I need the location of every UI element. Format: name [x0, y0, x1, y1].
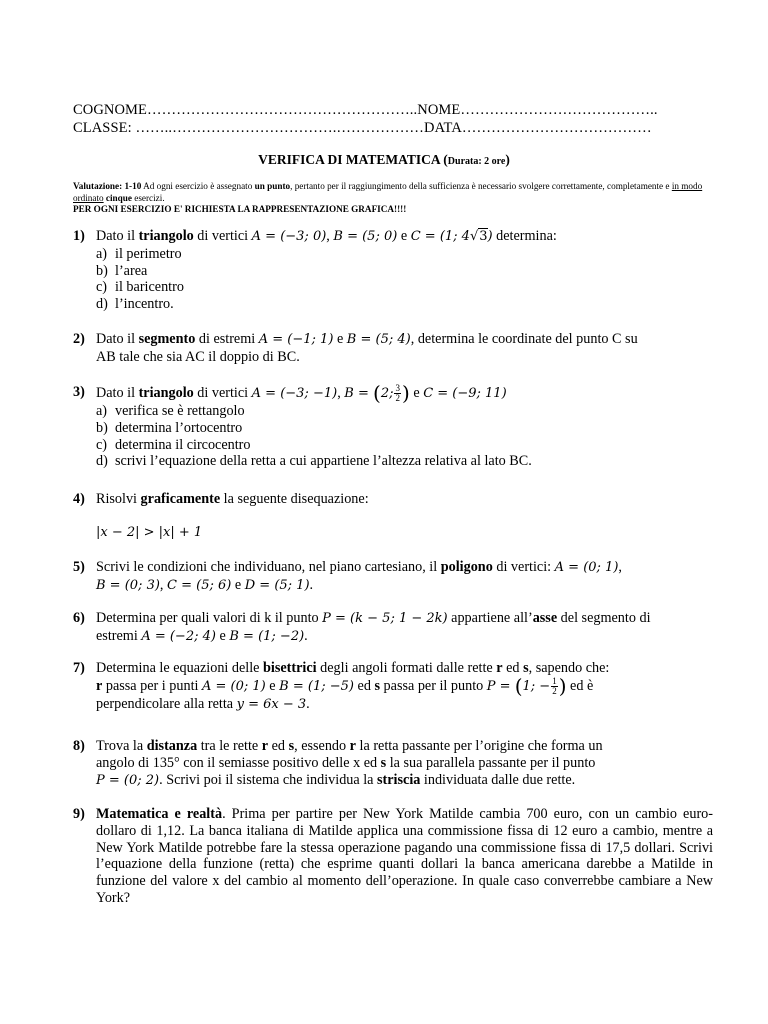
- exercise-4: 4) Risolvi graficamente la seguente disequazione: |x − 2| > |x| + 1: [73, 491, 369, 540]
- exercise-1-item: d) l’incentro.: [96, 296, 174, 313]
- exercise-2: 2) Dato il segmento di estremi A = (−1; 1) e B = (5; 4), determina le coordinate del punto C su AB tale che sia AC il doppio di BC.: [73, 331, 638, 365]
- exercise-7: 7) Determina le equazioni delle bisettrici degli angoli formati dalle rette r ed s, sapendo che: r passa per i punti A = (0; 1) e B = (1; −5) ed s passa per il punto P = (1; − $\frac{1}{2}$ ) ed è perpendicolare alla retta y = 6x − 3.: [73, 660, 610, 712]
- exercise-3: 3) Dato il triangolo di vertici A = (−3; −1), B = (2; $\frac{3}{2}$ ) e C = (−9; 11) a) verifica se è rettangolo b) determina l’ortocentro c) determina il circocentro d) scrivi l’equazione della retta a cui appartiene l’altezza relativa al lato BC.: [73, 384, 713, 470]
- exercise-1-item: b) l’area: [96, 262, 148, 279]
- exercise-5: 5) Scrivi le condizioni che individuano, nel piano cartesiano, il poligono di vertici: A = (0; 1), B = (0; 3), C = (5; 6) e D = (5; 1).: [73, 559, 622, 593]
- header-cognome-nome: COGNOME………………………………………………..NOME…………………………………..: [73, 102, 658, 118]
- page-title: VERIFICA DI MATEMATICA (Durata: 2 ore): [258, 152, 510, 167]
- header-classe-data: CLASSE: ……..…………………………….………………DATA…………………………………: [73, 120, 652, 136]
- inequality-formula: |x − 2| > |x| + 1: [96, 524, 203, 540]
- exercise-9: 9) Matematica e realtà. Prima per partire per New York Matilde cambia 700 euro, con un cambio euro-dollaro di 1,12. La banca italiana di Matilde applica una commissione fissa di 12 euro a cambio, mentre a New York Matilde potrebbe fare la stessa operazione pagando una commissione fissa di 17,5 dollari. Scrivi l’equazione della funzione (retta) che esprime quanti dollari la banca americana darebbe a Matilde in funzione del valore x del cambio al momento dell’operazione. In quale caso converrebbe cambiare a New York?: [73, 806, 713, 906]
- exercise-3-item: c) determina il circocentro: [96, 436, 251, 453]
- exercise-8: 8) Trova la distanza tra le rette r ed s, essendo r la retta passante per l’origine che forma un angolo di 135° con il semiasse positivo delle x ed s la sua parallela passante per il punto P = (0; 2). Scrivi poi il sistema che individua la striscia individuata dalle due rette.: [73, 738, 603, 788]
- valutazione-text: Valutazione: 1-10 Ad ogni esercizio è assegnato un punto, pertanto per il raggiungimento della sufficienza è necessario svolgere correttamente, completamente e in modo ordinato cinque esercizi. PER OGNI ESERCIZIO E' RICHIESTA LA RAPPRESENTAZIONE GRAFICA!!!!: [73, 181, 703, 214]
- exercise-1-item: c) il baricentro: [96, 279, 184, 296]
- exercise-3-item: b) determina l’ortocentro: [96, 419, 243, 436]
- graphic-warning: PER OGNI ESERCIZIO E' RICHIESTA LA RAPPRESENTAZIONE GRAFICA!!!!: [73, 204, 407, 214]
- exercise-6: 6) Determina per quali valori di k il punto P = (k − 5; 1 − 2k) appartiene all’asse del segmento di estremi A = (−2; 4) e B = (1; −2).: [73, 610, 651, 644]
- exercise-3-item: a) verifica se è rettangolo: [96, 403, 245, 419]
- exercise-1: 1) Dato il triangolo di vertici A = (−3; 0), B = (5; 0) e C = (1; 4√3) determina: a) il perimetro b) l’area c) il baricentro d) l’incentro.: [73, 228, 713, 313]
- exercise-1-item: a) il perimetro: [96, 245, 182, 262]
- exercise-3-item: d) scrivi l’equazione della retta a cui appartiene l’altezza relativa al lato BC.: [96, 453, 532, 470]
